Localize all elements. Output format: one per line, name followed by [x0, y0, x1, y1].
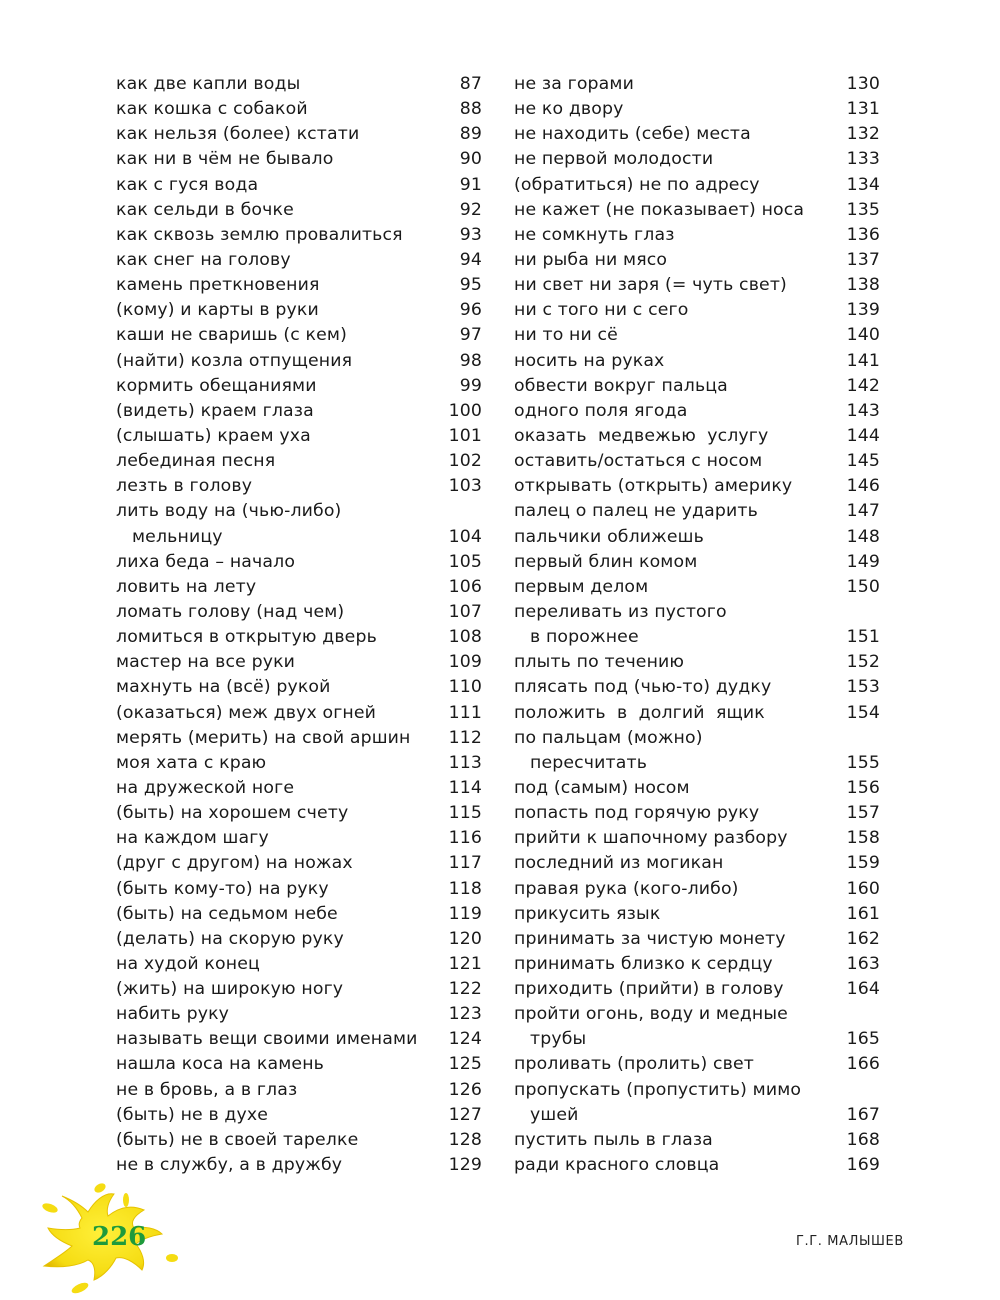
- entry-phrase: (видеть) краем глаза: [116, 400, 314, 421]
- entry-page-number: 126: [448, 1079, 482, 1100]
- author-name: Г.Г. МАЛЫШЕВ: [796, 1234, 904, 1249]
- index-entry: [116, 399, 482, 424]
- index-entry: [514, 525, 880, 550]
- entry-phrase: палец о палец не ударить: [514, 501, 758, 522]
- index-entry: [514, 349, 880, 374]
- entry-page-number: 97: [459, 325, 482, 346]
- index-entry: [514, 751, 880, 776]
- index-right-column: [514, 72, 880, 1178]
- entry-phrase: набить руку: [116, 1004, 230, 1025]
- entry-page-number: 160: [846, 878, 880, 899]
- entry-phrase: моя хата с краю: [116, 752, 267, 773]
- index-entry: [514, 1153, 880, 1178]
- entry-phrase: плясать под (чью-то) дудку: [514, 677, 772, 698]
- index-entry: [116, 977, 482, 1002]
- index-entry: [116, 223, 482, 248]
- index-entry: [116, 449, 482, 474]
- index-entry: [116, 550, 482, 575]
- index-entry: [514, 726, 880, 751]
- entry-phrase: первый блин комом: [514, 551, 698, 572]
- entry-phrase: оказать медвежью услугу: [514, 425, 769, 446]
- entry-phrase: лебединая песня: [116, 451, 276, 472]
- index-entry: [514, 399, 880, 424]
- index-entry: [514, 650, 880, 675]
- index-entry: [514, 977, 880, 1002]
- entry-page-number: 156: [846, 777, 880, 798]
- index-entry: [514, 223, 880, 248]
- entry-page-number: 114: [448, 777, 482, 798]
- entry-page-number: 153: [846, 677, 880, 698]
- entry-phrase: лить воду на (чью-либо): [116, 501, 342, 522]
- index-entry: [116, 298, 482, 323]
- entry-phrase: как кошка с собакой: [116, 99, 308, 120]
- index-entry: [116, 374, 482, 399]
- entry-phrase: ни с того ни с сего: [514, 300, 689, 321]
- index-entry: [116, 600, 482, 625]
- entry-phrase: (быть) на седьмом небе: [116, 903, 338, 924]
- entry-page-number: 167: [846, 1104, 880, 1125]
- index-entry: [514, 902, 880, 927]
- entry-phrase: как снег на голову: [116, 249, 291, 270]
- entry-phrase: пересчитать: [530, 752, 648, 773]
- entry-page-number: 152: [846, 652, 880, 673]
- entry-phrase: не находить (себе) места: [514, 124, 751, 145]
- entry-phrase: как с гуся вода: [116, 174, 259, 195]
- index-entry: [116, 474, 482, 499]
- index-entry: [116, 801, 482, 826]
- entry-page-number: 109: [448, 652, 482, 673]
- index-entry: [116, 72, 482, 97]
- entry-phrase: (обратиться) не по адресу: [514, 174, 760, 195]
- entry-phrase: (быть) не в своей тарелке: [116, 1129, 359, 1150]
- entry-phrase: ни рыба ни мясо: [514, 249, 668, 270]
- entry-phrase: как нельзя (более) кстати: [116, 124, 360, 145]
- index-entry: [116, 1027, 482, 1052]
- entry-page-number: 137: [846, 249, 880, 270]
- index-entry: [514, 474, 880, 499]
- entry-page-number: 150: [846, 576, 880, 597]
- index-entry: [116, 776, 482, 801]
- entry-phrase: (быть) не в духе: [116, 1104, 269, 1125]
- entry-phrase: не в бровь, а в глаз: [116, 1079, 298, 1100]
- entry-page-number: 105: [448, 551, 482, 572]
- index-entry: [514, 298, 880, 323]
- entry-phrase: каши не сваришь (с кем): [116, 325, 347, 346]
- entry-phrase: (друг с другом) на ножах: [116, 853, 353, 874]
- entry-page-number: 96: [459, 300, 482, 321]
- index-entry: [514, 600, 880, 625]
- index-entry: [116, 701, 482, 726]
- entry-page-number: 116: [448, 828, 482, 849]
- entry-phrase: ловить на лету: [116, 576, 257, 597]
- index-entry: [514, 273, 880, 298]
- entry-phrase: приходить (прийти) в голову: [514, 979, 784, 1000]
- entry-page-number: 118: [448, 878, 482, 899]
- entry-phrase: на худой конец: [116, 953, 260, 974]
- index-entry: [116, 1052, 482, 1077]
- index-entry: [514, 1103, 880, 1128]
- index-entry: [514, 449, 880, 474]
- entry-phrase: как сельди в бочке: [116, 199, 294, 220]
- index-entry: [116, 927, 482, 952]
- index-entry: [514, 1002, 880, 1027]
- entry-page-number: 131: [846, 99, 880, 120]
- entry-page-number: 138: [846, 275, 880, 296]
- entry-page-number: 95: [459, 275, 482, 296]
- entry-phrase: не в службу, а в дружбу: [116, 1155, 343, 1176]
- entry-phrase: под (самым) носом: [514, 777, 690, 798]
- entry-phrase: пальчики оближешь: [514, 526, 704, 547]
- entry-phrase: ломиться в открытую дверь: [116, 627, 377, 648]
- entry-phrase: (жить) на широкую ногу: [116, 979, 344, 1000]
- page-number: 226: [92, 1222, 147, 1252]
- index-entry: [514, 374, 880, 399]
- entry-page-number: 169: [846, 1155, 880, 1176]
- entry-page-number: 127: [448, 1104, 482, 1125]
- index-entry: [116, 826, 482, 851]
- entry-page-number: 91: [459, 174, 482, 195]
- index-entry: [116, 499, 482, 524]
- entry-phrase: одного поля ягода: [514, 400, 688, 421]
- index-entry: [116, 323, 482, 348]
- entry-phrase: (кому) и карты в руки: [116, 300, 319, 321]
- entry-page-number: 134: [846, 174, 880, 195]
- index-entry: [514, 927, 880, 952]
- entry-page-number: 144: [846, 425, 880, 446]
- index-entry: [514, 1078, 880, 1103]
- entry-phrase: обвести вокруг пальца: [514, 375, 728, 396]
- entry-phrase: камень преткновения: [116, 275, 320, 296]
- index-entry: [116, 650, 482, 675]
- entry-phrase: положить в долгий ящик: [514, 702, 765, 723]
- index-entry: [116, 122, 482, 147]
- entry-phrase: (делать) на скорую руку: [116, 928, 344, 949]
- entry-phrase: махнуть на (всё) рукой: [116, 677, 331, 698]
- entry-phrase: первым делом: [514, 576, 649, 597]
- index-entry: [514, 424, 880, 449]
- index-entry: [514, 323, 880, 348]
- index-entry: [514, 675, 880, 700]
- entry-page-number: 107: [448, 601, 482, 622]
- entry-page-number: 168: [846, 1129, 880, 1150]
- index-entry: [116, 625, 482, 650]
- index-entry: [514, 877, 880, 902]
- entry-phrase: лезть в голову: [116, 476, 253, 497]
- entry-page-number: 163: [846, 953, 880, 974]
- entry-page-number: 106: [448, 576, 482, 597]
- entry-page-number: 132: [846, 124, 880, 145]
- entry-page-number: 164: [846, 979, 880, 1000]
- entry-page-number: 124: [448, 1029, 482, 1050]
- index-entry: [514, 198, 880, 223]
- entry-page-number: 143: [846, 400, 880, 421]
- entry-page-number: 103: [448, 476, 482, 497]
- entry-phrase: не сомкнуть глаз: [514, 224, 675, 245]
- entry-page-number: 112: [448, 727, 482, 748]
- entry-phrase: мельницу: [132, 526, 223, 547]
- entry-phrase: ни то ни сё: [514, 325, 618, 346]
- index-entry: [116, 1002, 482, 1027]
- index-entry: [116, 1128, 482, 1153]
- entry-page-number: 148: [846, 526, 880, 547]
- index-entry: [514, 499, 880, 524]
- index-left-column: [116, 72, 482, 1178]
- entry-page-number: 155: [846, 752, 880, 773]
- entry-phrase: (быть) на хорошем счету: [116, 803, 349, 824]
- entry-phrase: (слышать) краем уха: [116, 425, 311, 446]
- entry-page-number: 128: [448, 1129, 482, 1150]
- index-entry: [116, 147, 482, 172]
- index-entry: [514, 147, 880, 172]
- entry-page-number: 142: [846, 375, 880, 396]
- entry-phrase: не первой молодости: [514, 149, 714, 170]
- entry-page-number: 123: [448, 1004, 482, 1025]
- index-entry: [514, 851, 880, 876]
- entry-page-number: 102: [448, 451, 482, 472]
- entry-phrase: не кажет (не показывает) носа: [514, 199, 805, 220]
- index-entry: [514, 550, 880, 575]
- entry-phrase: нашла коса на камень: [116, 1054, 324, 1075]
- entry-page-number: 140: [846, 325, 880, 346]
- entry-page-number: 90: [459, 149, 482, 170]
- entry-page-number: 100: [448, 400, 482, 421]
- entry-phrase: принимать за чистую монету: [514, 928, 786, 949]
- entry-page-number: 141: [846, 350, 880, 371]
- index-entry: [514, 248, 880, 273]
- entry-page-number: 88: [459, 99, 482, 120]
- entry-phrase: оставить/остаться с носом: [514, 451, 763, 472]
- entry-page-number: 119: [448, 903, 482, 924]
- entry-page-number: 136: [846, 224, 880, 245]
- entry-phrase: пропускать (пропустить) мимо: [514, 1079, 802, 1100]
- entry-page-number: 111: [448, 702, 482, 723]
- index-entry: [514, 701, 880, 726]
- index-entry: [116, 1103, 482, 1128]
- entry-phrase: как сквозь землю провалиться: [116, 224, 403, 245]
- index-entry: [514, 801, 880, 826]
- index-entry: [116, 575, 482, 600]
- index-entry: [116, 675, 482, 700]
- index-entry: [116, 902, 482, 927]
- index-entry: [116, 349, 482, 374]
- entry-phrase: трубы: [530, 1029, 587, 1050]
- entry-page-number: 99: [459, 375, 482, 396]
- entry-page-number: 87: [459, 74, 482, 94]
- index-entry: [116, 248, 482, 273]
- entry-page-number: 157: [846, 803, 880, 824]
- index-entry: [116, 751, 482, 776]
- entry-phrase: носить на руках: [514, 350, 665, 371]
- entry-page-number: 159: [846, 853, 880, 874]
- entry-phrase: (найти) козла отпущения: [116, 350, 353, 371]
- index-entry: [116, 525, 482, 550]
- entry-page-number: 122: [448, 979, 482, 1000]
- entry-page-number: 161: [846, 903, 880, 924]
- entry-page-number: 110: [448, 677, 482, 698]
- entry-phrase: проливать (пролить) свет: [514, 1054, 754, 1075]
- index-entry: [514, 575, 880, 600]
- index-entry: [514, 1052, 880, 1077]
- entry-page-number: 125: [448, 1054, 482, 1075]
- entry-page-number: 130: [846, 74, 880, 94]
- entry-phrase: последний из могикан: [514, 853, 724, 874]
- entry-phrase: попасть под горячую руку: [514, 803, 760, 824]
- entry-phrase: ради красного словца: [514, 1155, 720, 1176]
- entry-phrase: на дружеской ноге: [116, 777, 295, 798]
- entry-phrase: мастер на все руки: [116, 652, 296, 673]
- entry-page-number: 120: [448, 928, 482, 949]
- entry-page-number: 93: [459, 224, 482, 245]
- index-entry: [116, 1153, 482, 1178]
- index-entry: [116, 273, 482, 298]
- entry-phrase: прикусить язык: [514, 903, 661, 924]
- entry-phrase: прийти к шапочному разбору: [514, 828, 788, 849]
- index-entry: [514, 72, 880, 97]
- index-entry: [116, 1078, 482, 1103]
- entry-page-number: 166: [846, 1054, 880, 1075]
- index-entry: [514, 1027, 880, 1052]
- entry-page-number: 165: [846, 1029, 880, 1050]
- entry-page-number: 98: [459, 350, 482, 371]
- entry-phrase: пустить пыль в глаза: [514, 1129, 713, 1150]
- entry-page-number: 89: [459, 124, 482, 145]
- entry-phrase: ушей: [530, 1104, 579, 1125]
- entry-page-number: 158: [846, 828, 880, 849]
- entry-phrase: в порожнее: [530, 627, 639, 648]
- entry-page-number: 146: [846, 476, 880, 497]
- entry-phrase: переливать из пустого: [514, 601, 727, 622]
- entry-phrase: ломать голову (над чем): [116, 601, 345, 622]
- entry-page-number: 94: [459, 249, 482, 270]
- index-entry: [116, 97, 482, 122]
- entry-phrase: не за горами: [514, 74, 634, 94]
- entry-page-number: 113: [448, 752, 482, 773]
- entry-page-number: 108: [448, 627, 482, 648]
- entry-page-number: 133: [846, 149, 880, 170]
- index-entry: [514, 1128, 880, 1153]
- entry-page-number: 115: [448, 803, 482, 824]
- index-entry: [116, 198, 482, 223]
- entry-page-number: 129: [448, 1155, 482, 1176]
- entry-phrase: мерять (мерить) на свой аршин: [116, 727, 411, 748]
- entry-phrase: ни свет ни заря (= чуть свет): [514, 275, 787, 296]
- entry-phrase: плыть по течению: [514, 652, 685, 673]
- entry-page-number: 154: [846, 702, 880, 723]
- index-entry: [514, 625, 880, 650]
- entry-page-number: 162: [846, 928, 880, 949]
- entry-page-number: 92: [459, 199, 482, 220]
- entry-phrase: пройти огонь, воду и медные: [514, 1004, 788, 1025]
- entry-phrase: как две капли воды: [116, 74, 301, 94]
- entry-page-number: 151: [846, 627, 880, 648]
- entry-phrase: принимать близко к сердцу: [514, 953, 773, 974]
- entry-phrase: (быть кому-то) на руку: [116, 878, 329, 899]
- entry-page-number: 121: [448, 953, 482, 974]
- index-entry: [514, 776, 880, 801]
- index-entry: [514, 826, 880, 851]
- entry-phrase: не ко двору: [514, 99, 624, 120]
- entry-page-number: 145: [846, 451, 880, 472]
- index-entry: [116, 851, 482, 876]
- index-entry: [514, 122, 880, 147]
- entry-page-number: 149: [846, 551, 880, 572]
- index-entry: [116, 952, 482, 977]
- entry-page-number: 139: [846, 300, 880, 321]
- index-entry: [116, 173, 482, 198]
- entry-page-number: 135: [846, 199, 880, 220]
- index-entry: [116, 424, 482, 449]
- index-entry: [514, 952, 880, 977]
- index-entry: [514, 173, 880, 198]
- entry-page-number: 117: [448, 853, 482, 874]
- entry-phrase: кормить обещаниями: [116, 375, 317, 396]
- entry-phrase: на каждом шагу: [116, 828, 269, 849]
- entry-phrase: по пальцам (можно): [514, 727, 703, 748]
- entry-phrase: лиха беда – начало: [116, 551, 296, 572]
- entry-phrase: называть вещи своими именами: [116, 1029, 418, 1050]
- entry-page-number: 101: [448, 425, 482, 446]
- index-entry: [514, 97, 880, 122]
- index-entry: [116, 726, 482, 751]
- entry-phrase: (оказаться) меж двух огней: [116, 702, 377, 723]
- entry-phrase: открывать (открыть) америку: [514, 476, 793, 497]
- index-entry: [116, 877, 482, 902]
- entry-page-number: 147: [846, 501, 880, 522]
- entry-phrase: как ни в чём не бывало: [116, 149, 334, 170]
- entry-page-number: 104: [448, 526, 482, 547]
- entry-phrase: правая рука (кого-либо): [514, 878, 739, 899]
